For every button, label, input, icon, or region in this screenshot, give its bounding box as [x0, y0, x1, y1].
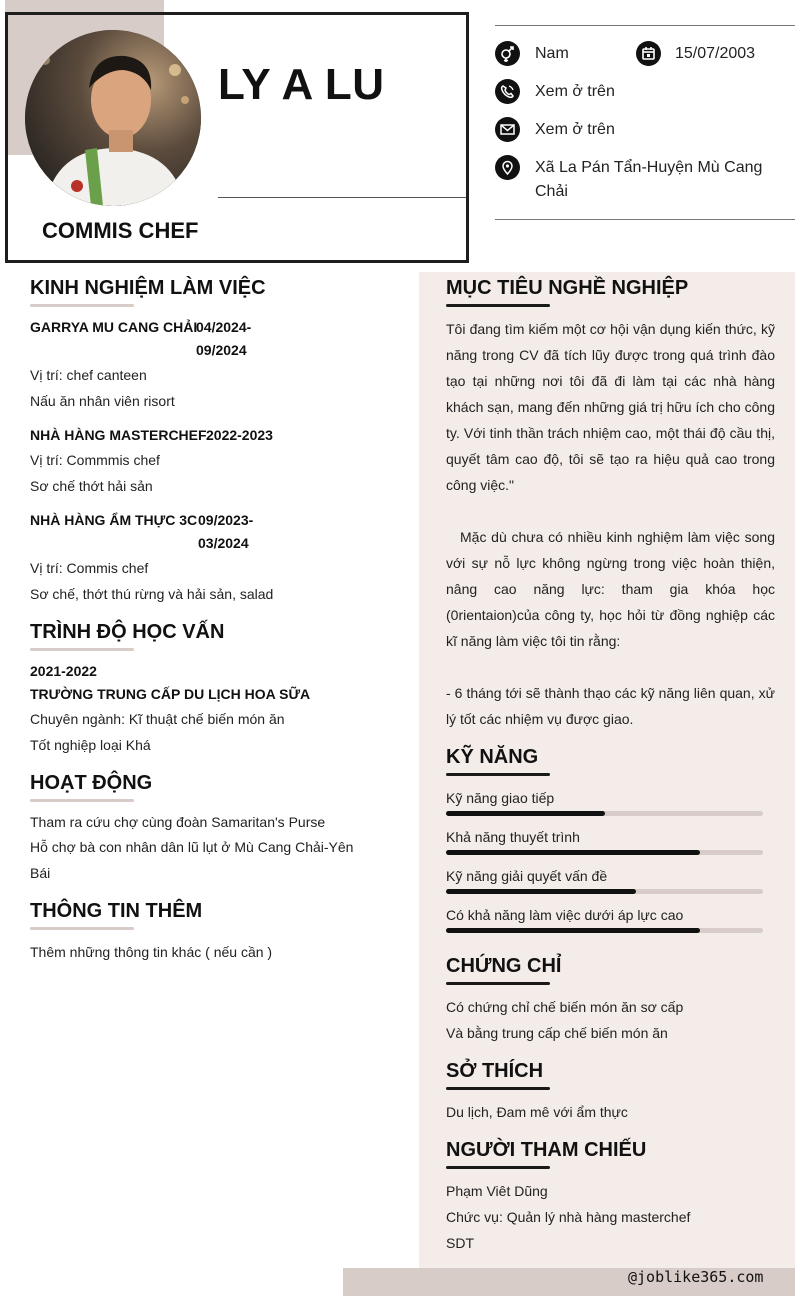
company-name: GARRYA MU CANG CHẢI — [30, 319, 198, 335]
section-underline — [30, 648, 134, 651]
work-period: 03/2024 — [198, 535, 249, 551]
reference-phone: SDT — [446, 1235, 474, 1251]
gender-text: Nam — [535, 45, 569, 62]
education-grade: Tốt nghiệp loại Khá — [30, 737, 151, 753]
section-underline — [30, 799, 134, 802]
objective-paragraph: - 6 tháng tới sẽ thành thạo các kỹ năng liên quan, xử lý tốt các nhiệm vụ được giao. — [446, 685, 775, 727]
section-title-objective: MỤC TIÊU NGHỀ NGHIỆP — [446, 277, 689, 299]
avatar — [25, 30, 201, 206]
skill-label: Có khả năng làm việc dưới áp lực cao — [446, 907, 684, 923]
activity-line: Bái — [30, 865, 51, 881]
activity-line: Hỗ chợ bà con nhân dân lũ lụt ở Mù Cang Chải-Yên — [30, 839, 354, 855]
section-title-extra: THÔNG TIN THÊM — [30, 900, 203, 922]
objective-paragraph: Tôi đang tìm kiếm một cơ hội vận dụng kiến thức, kỹ năng trong CV đã tích lũy được trong quá trình đào tạo tại những nơi tôi đã đi làm tại các nhà hàng khách sạn, mang đến những giá trị hữu ích cho công ty. Với tinh thần trách nhiệm cao, một thái độ cầu thị, quyết tâm cao độ, tôi sẽ tạo ra hiệu quả cao trong công việc." — [446, 321, 775, 493]
divider — [495, 219, 795, 220]
reference-name: Phạm Viêt Dũng — [446, 1183, 548, 1199]
work-description: Nấu ăn nhân viên risort — [30, 393, 175, 409]
job-title: COMMIS CHEF — [42, 218, 199, 243]
location-icon — [495, 155, 520, 180]
company-name: NHÀ HÀNG ẨM THỰC 3C — [30, 512, 198, 528]
work-description: Sơ chế thớt hải sản — [30, 478, 153, 494]
email-text: Xem ở trên — [535, 121, 615, 138]
education-major: Chuyên ngành: Kĩ thuật chế biến món ăn — [30, 711, 285, 727]
section-title-certificates: CHỨNG CHỈ — [446, 955, 562, 977]
section-underline — [446, 1166, 550, 1169]
reference-position: Chức vụ: Quản lý nhà hàng masterchef — [446, 1209, 691, 1225]
skill-bar-track — [446, 811, 763, 816]
section-title-skills: KỸ NĂNG — [446, 746, 539, 768]
certificate-line: Và bằng trung cấp chế biến món ăn — [446, 1025, 668, 1041]
section-underline — [446, 304, 550, 307]
skill-bar-fill — [446, 928, 700, 933]
work-period: 09/2023- — [198, 512, 254, 528]
work-description: Sơ chế, thớt thú rừng và hải sản, salad — [30, 586, 274, 602]
section-title-references: NGƯỜI THAM CHIẾU — [446, 1139, 647, 1161]
hobbies-text: Du lịch, Đam mê với ẩm thực — [446, 1104, 628, 1120]
section-underline — [446, 1087, 550, 1090]
candidate-name: LY A LU — [218, 60, 385, 109]
section-underline — [446, 773, 550, 776]
address-line: Xã La Pán Tẩn-Huyện Mù Cang — [535, 159, 763, 176]
extra-info-text: Thêm những thông tin khác ( nếu cần ) — [30, 944, 273, 960]
dob-text: 15/07/2003 — [675, 45, 756, 62]
skill-bar-track — [446, 928, 763, 933]
work-role: Vị trí: chef canteen — [30, 367, 147, 383]
skill-bar-fill — [446, 889, 636, 894]
section-underline — [30, 304, 134, 307]
profile-photo — [25, 30, 201, 206]
section-title-activities: HOẠT ĐỘNG — [30, 772, 153, 794]
certificate-line: Có chứng chỉ chế biến món ăn sơ cấp — [446, 999, 684, 1015]
phone-text: Xem ở trên — [535, 83, 615, 100]
section-title-hobbies: SỞ THÍCH — [446, 1060, 544, 1082]
email-icon — [495, 117, 520, 142]
skill-label: Khả năng thuyết trình — [446, 829, 580, 845]
section-title-education: TRÌNH ĐỘ HỌC VẤN — [30, 621, 225, 643]
company-name: NHÀ HÀNG MASTERCHEF — [30, 427, 207, 443]
watermark: @joblike365.com — [628, 1268, 764, 1286]
skill-bar-track — [446, 889, 763, 894]
section-underline — [446, 982, 550, 985]
objective-paragraph: Mặc dù chưa có nhiều kinh nghiệm làm việc song với sự nỗ lực không ngừng trong việc hoàn thiện, nâng cao năng lực: tham gia khóa học (0rientaion)của công ty, học hỏi từ đồng nghiệp các kĩ năng làm việc tôi tin rằng: — [446, 529, 775, 649]
divider — [218, 197, 466, 198]
work-period: 2022-2023 — [206, 427, 273, 443]
address-line: Chải — [535, 183, 568, 200]
calendar-icon — [636, 41, 661, 66]
activity-line: Tham ra cứu chợ cùng đoàn Samaritan's Purse — [30, 814, 326, 830]
section-underline — [30, 927, 134, 930]
work-period: 04/2024- — [196, 319, 252, 335]
section-title-experience: KINH NGHIỆM LÀM VIỆC — [30, 277, 266, 299]
school-name: TRƯỜNG TRUNG CẤP DU LỊCH HOA SỮA — [30, 686, 311, 702]
skill-bar-fill — [446, 850, 700, 855]
skill-bar-track — [446, 850, 763, 855]
work-period: 09/2024 — [196, 342, 247, 358]
work-role: Vị trí: Commmis chef — [30, 452, 160, 468]
gender-icon — [495, 41, 520, 66]
work-role: Vị trí: Commis chef — [30, 560, 149, 576]
phone-icon — [495, 79, 520, 104]
skill-label: Kỹ năng giao tiếp — [446, 790, 555, 806]
skill-bar-fill — [446, 811, 605, 816]
divider — [495, 25, 795, 26]
skill-label: Kỹ năng giải quyết vấn đề — [446, 868, 608, 884]
education-period: 2021-2022 — [30, 663, 97, 679]
